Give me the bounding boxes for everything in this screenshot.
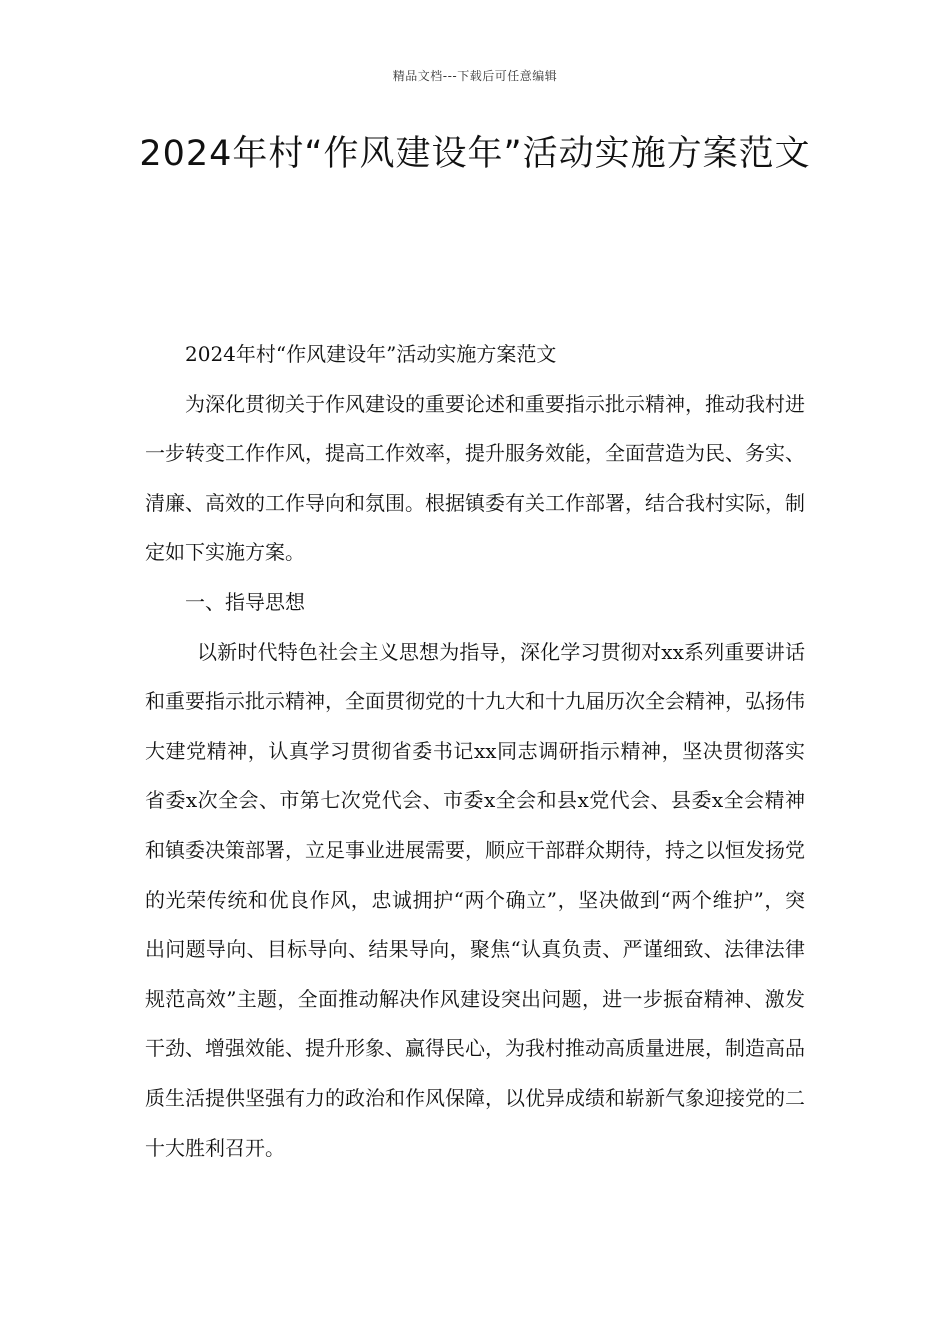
- document-title: 2024年村“作风建设年”活动实施方案范文: [139, 134, 811, 174]
- subtitle-paragraph: 2024年村“作风建设年”活动实施方案范文: [185, 342, 557, 366]
- intro-paragraph: 为深化贯彻关于作风建设的重要论述和重要指示批示精神，推动我村进一步转变工作作风，提高工作效率，提升服务效能，全面营造为民、务实、清廉、高效的工作导向和氛围。根据镇委有关工作部署，结合我村实际，制定如下实施方案。: [145, 391, 805, 565]
- document-body: [145, 330, 805, 1173]
- header-note: 精品文档---下载后可任意编辑: [392, 69, 558, 83]
- guiding-thought-paragraph: 以新时代特色社会主义思想为指导，深化学习贯彻对xx系列重要讲话和重要指示批示精神，全面贯彻党的十九大和十九届历次全会精神，弘扬伟大建党精神，认真学习贯彻省委书记xx同志调研指示精神，坚决贯彻落实省委x次全会、市第七次党代会、市委x全会和县x党代会、县委x全会精神和镇委决策部署，立足事业进展需要，顺应干部群众期待，持之以恒发扬党的光荣传统和优良作风，忠诚拥护“两个确立”，坚决做到“两个维护”，突出问题导向、目标导向、结果导向，聚焦“认真负责、严谨细致、法律法律规范高效”主题，全面推动解决作风建设突出问题，进一步振奋精神、激发干劲、增强效能、提升形象、赢得民心，为我村推动高质量进展，制造高品质生活提供坚强有力的政治和作风保障，以优异成绩和崭新气象迎接党的二十大胜利召开。: [145, 639, 805, 1160]
- section-heading: 一、指导思想: [185, 589, 305, 614]
